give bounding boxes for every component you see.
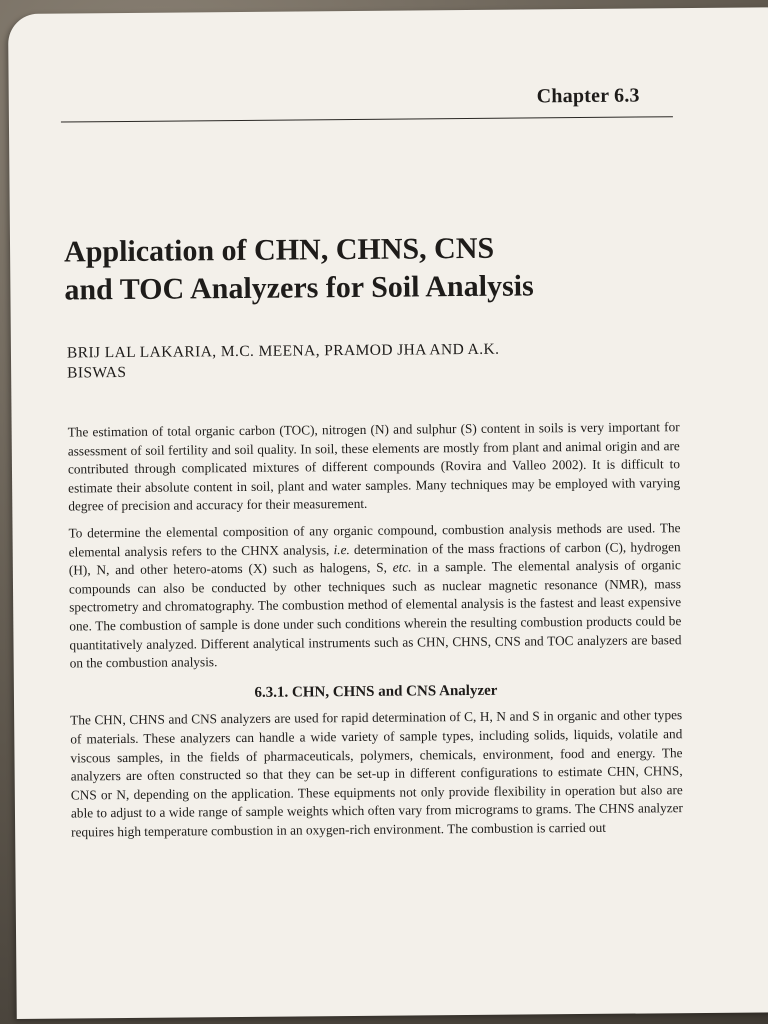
paragraph-2-part-a: To determine the elemental composition of any organic compound, combustion analysis methods are used. The elemental analysis refers to the CHNX analysis, xyxy=(68,520,681,560)
authors-line-2: BISWAS xyxy=(67,363,127,382)
paragraph-2-etc: etc. xyxy=(392,559,412,575)
book-page xyxy=(8,7,768,1019)
chapter-title xyxy=(64,228,705,310)
header-rule xyxy=(61,116,673,122)
paragraph-2-ie: i.e. xyxy=(333,541,350,557)
chapter-label: Chapter 6.3 xyxy=(536,84,640,108)
title-line-2: and TOC Analyzers for Soil Analysis xyxy=(64,269,534,307)
title-line-1: Application of CHN, CHNS, CNS xyxy=(63,231,495,269)
authors xyxy=(67,338,667,383)
body-text xyxy=(68,418,684,850)
paragraph-3: The CHN, CHNS and CNS analyzers are used for rapid determination of C, H, N and S in organic and other types of materials. These analyzers can handle a wide variety of sample types, including solids, liquids, volatile and viscous samples, in the fields of pharmaceuticals, polymers, chemicals, environment, food and energy. The analyzers are often constructed so that they can be set-up in different configurations to estimate CHN, CHNS, CNS or N, depending on the application. These equipments not only provide flexibility in operation but also are able to adjust to a wide range of sample weights which often vary from micrograms to grams. The CHNS analyzer requires high temperature combustion in an oxygen-rich environment. The combustion is carried out xyxy=(70,707,684,840)
section-heading: 6.3.1. CHN, CHNS and CNS Analyzer xyxy=(254,682,498,701)
authors-line-1: BRIJ LAL LAKARIA, M.C. MEENA, PRAMOD JHA AND A.K. xyxy=(66,340,500,362)
paragraph-2 xyxy=(68,519,681,673)
paragraph-2-part-c: in a sample. The elemental analysis of organic compounds can also be conducted by other techniques such as nuclear magnetic resonance (NMR), mass spectrometry and chromatography. The combustion method of elemental analysis is the fastest and least expensive one. The combustion of sample is done under such conditions wherein the resulting combustion products could be quantitatively analyzed. Different analytical instruments such as CHN, CHNS, CNS and TOC analyzers are based on the combustion analysis. xyxy=(68,557,682,671)
paragraph-2-part-b: determination of the mass fractions of carbon (C), hydrogen (H), N, and other hetero-atoms (X) such as halogens, S, xyxy=(68,538,681,578)
paragraph-1: The estimation of total organic carbon (TOC), nitrogen (N) and sulphur (S) content in soils is very important for assessment of soil fertility and soil quality. In soil, these elements are mostly from plant and animal origin and are contributed through complicated mixtures of different compounds (Rovira and Valleo 2002). It is difficult to estimate their absolute content in soil, plant and water samples. Many techniques may be employed with varying degree of precision and accuracy for their measurement. xyxy=(67,419,681,514)
